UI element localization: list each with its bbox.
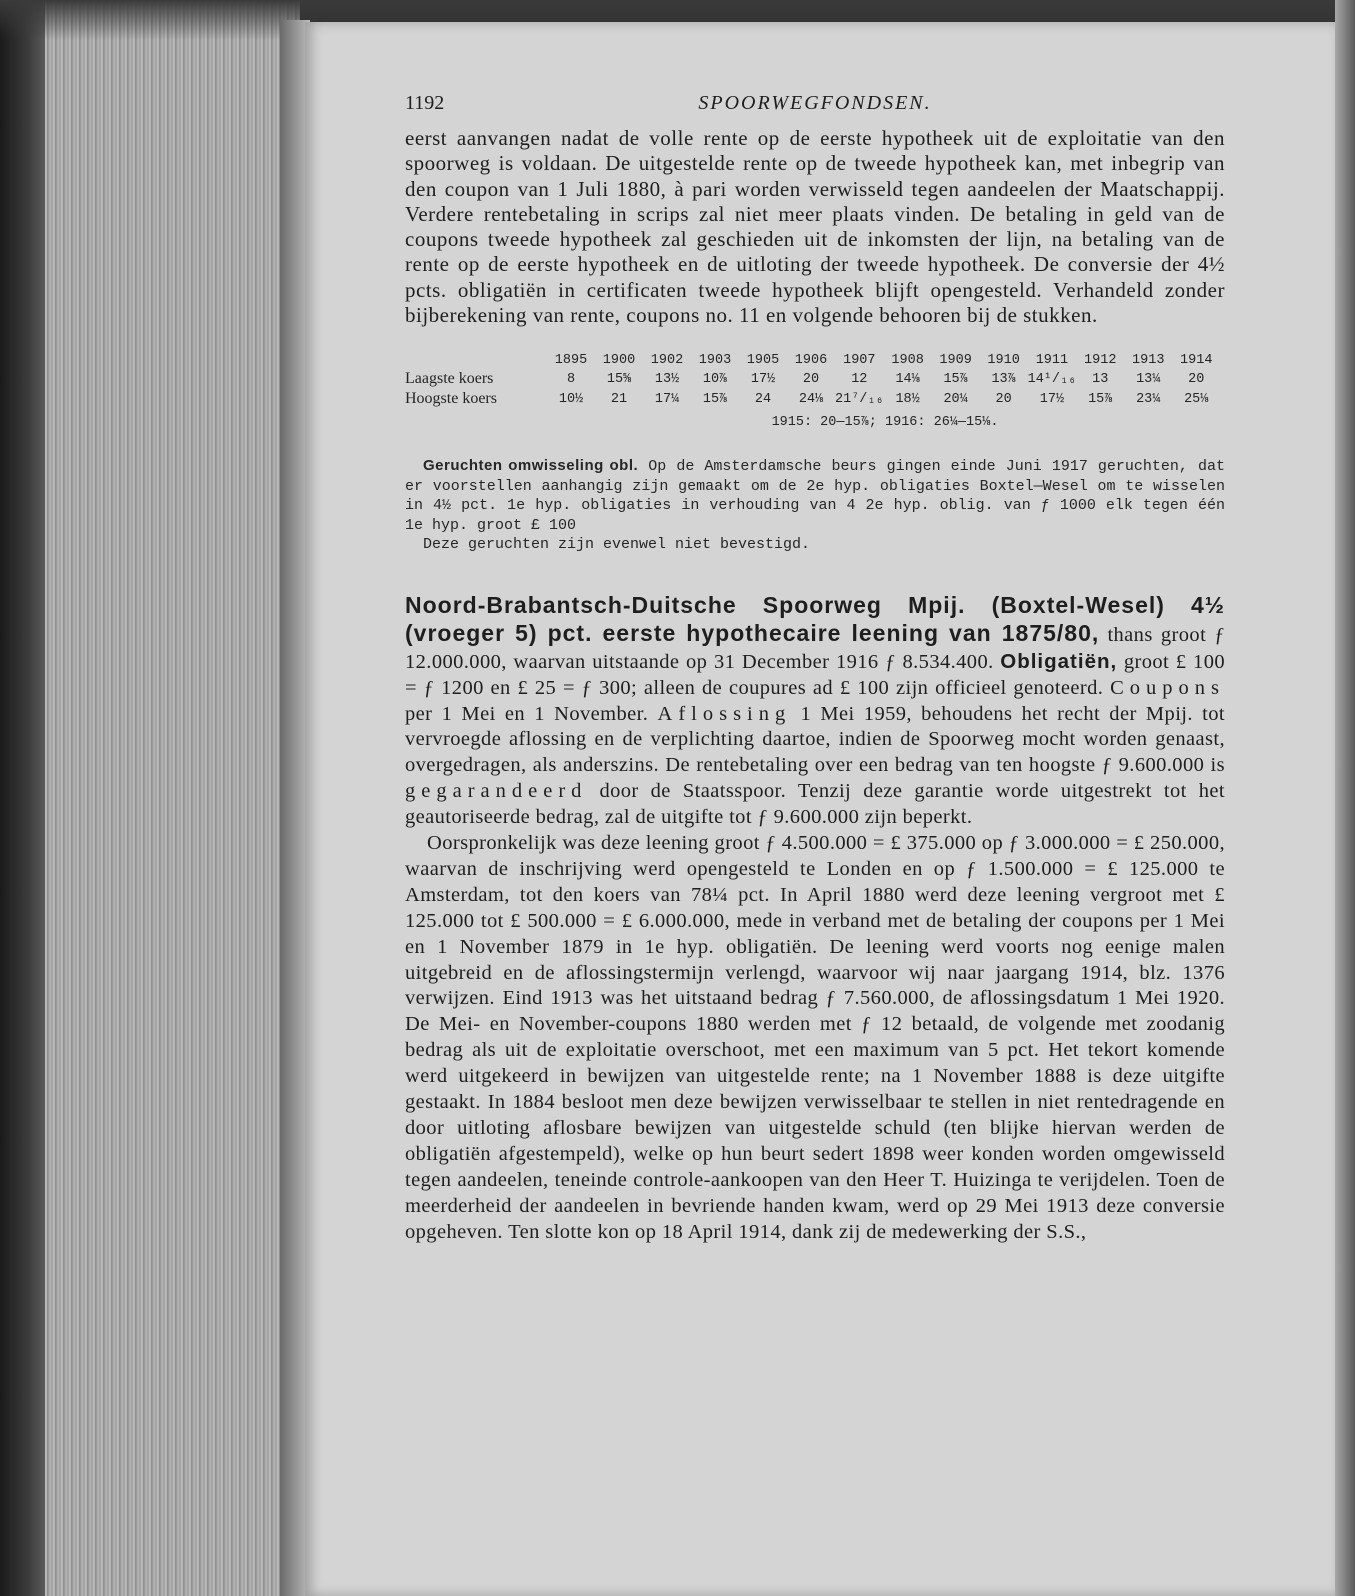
quotes-value: 18½: [895, 391, 920, 407]
quotes-value: 15⅞: [1088, 391, 1113, 407]
loan-text-a: thans groot ƒ 12.000.000, waarvan uitstaande op 31 December 1916 ƒ 8.534.400.: [405, 623, 1225, 673]
quotes-row: [405, 389, 1220, 409]
coupons-label: Coupons: [1110, 676, 1225, 699]
quotes-value: 21: [610, 391, 628, 407]
right-page-edge: [1335, 0, 1355, 1596]
quotes-year: 1910: [987, 353, 1020, 369]
quotes-extra: 1915: 20—15⅞; 1916: 26¼—15⅛.: [771, 415, 999, 431]
quotes-year: 1911: [1035, 353, 1069, 369]
quotes-year: 1903: [698, 353, 732, 369]
quotes-value: 13½: [654, 371, 680, 387]
page-header: [405, 92, 1225, 126]
intro-section: [405, 126, 1225, 328]
quotes-value: 13⅞: [991, 371, 1016, 387]
quotes-value: 10½: [558, 391, 584, 407]
quotes-value: 23¼: [1136, 391, 1161, 407]
running-title: SPOORWEGFONDSEN.: [698, 92, 932, 114]
book-page-edges: [0, 0, 300, 1596]
quotes-year: 1914: [1180, 353, 1213, 369]
loan-text-b: groot £ 100 = ƒ 1200 en £ 25 = ƒ 300; alleen de coupures ad £ 100 zijn officieel genoteerd.: [405, 650, 1225, 699]
quotes-row-label: Hoogste koers: [405, 390, 497, 408]
loan-section: [405, 593, 1225, 1246]
rumour-lead: Geruchten omwisseling obl.: [423, 457, 639, 475]
quotes-value: 17½: [750, 371, 776, 387]
quotes-year: 1900: [602, 353, 636, 369]
quotes-year: 1906: [794, 353, 828, 369]
quotes-value: 15⅝: [606, 371, 632, 387]
loan-paragraph-1: [405, 593, 1225, 831]
quotes-value: 12: [851, 371, 868, 387]
rumour-section: [405, 456, 1225, 555]
quotes-value: 13¼: [1136, 371, 1161, 387]
quotes-value: 20: [1188, 371, 1205, 387]
quotes-year-row: [405, 352, 1220, 369]
quotes-year: 1909: [939, 353, 972, 369]
book-page: [305, 22, 1335, 1596]
quotes-value: 20: [802, 371, 820, 387]
loan-paragraph-2: Oorspronkelijk was deze leening groot ƒ 4.500.000 = £ 375.000 op ƒ 3.000.000 = £ 250.000, waarvan de inschrijving werd opengesteld te Londen en op ƒ 1.500.000 = £ 125.000 te Amsterdam, tot den koers van 78¼ pct. In April 1880 werd deze leening vergroot met £ 125.000 tot £ 500.000 = £ 6.000.000, mede in verband met de betaling der coupons per 1 Mei en 1 November 1879 in 1e hyp. obligatiën. De leening werd voorts nog eenige malen uitgebreid en de aflossingstermijn verlengd, waarvoor wij naar jaargang 1914, blz. 1376 verwijzen. Eind 1913 was het uitstaand bedrag ƒ 7.560.000, de aflossingsdatum 1 Mei 1920. De Mei- en November-coupons 1880 werden met ƒ 12 betaald, de volgende met zoodanig bedrag als uit de exploitatie overschoot, met een maximum van 5 pct. Het tekort komende werd uitgekeerd in bewijzen van uitgestelde rente; na 1 November 1888 is deze uitgifte gestaakt. In 1884 besloot men deze bewijzen verwisselbaar te stellen in niet rentedragende en door uitloting aflosbare bewijzen van uitgestelde schuld (ten blijke hiervan werden de obligatiën afgestempeld), welke op hun beurt sedert 1898 weer konden worden omgewisseld tegen aandeelen, teneinde controle-aankoopen van den Heer T. Huizinga te verijdelen. Toen de meerderheid der aandeelen in bevriende handen kwam, werd op 29 Mei 1913 deze conversie opgeheven. Ten slotte kon op 18 April 1914, dank zij de medewerking der S.S.,: [405, 832, 1225, 1243]
quotes-year: 1913: [1132, 353, 1165, 369]
quotes-value: 15⅞: [943, 371, 968, 387]
quotes-row: [405, 369, 1220, 389]
quotes-value: 21⁷/₁₆: [835, 391, 884, 407]
quotes-value: 24: [754, 391, 772, 407]
quotes-value: 20: [995, 391, 1012, 407]
aflossing-label: Aflossing: [657, 702, 792, 725]
loan-text-d: 1 Mei 1959, behoudens het recht der Mpij. tot vervroegde aflossing en de verplichting daartoe, indien de Spoorweg mocht worden genaast, overgedragen, als anderszins. De rentebetaling over een bedrag van ten hoogste ƒ 9.600.000 is: [405, 702, 1225, 777]
quotes-value: 24⅛: [798, 391, 824, 407]
rumour-last: Deze geruchten zijn evenwel niet bevestigd.: [423, 536, 811, 554]
quotes-year: 1905: [746, 353, 780, 369]
rumour-text: Op de Amsterdamsche beurs gingen einde Juni 1917 geruchten, dat er voorstellen aanhangig zijn gemaakt om de 2e hyp. obligaties Boxtel—Wesel om te wisselen in 4½ pct. 1e hyp. obligaties in verhouding van 4 2e hyp. oblig. van ƒ 1000 elk tegen één 1e hyp. groot £ 100: [405, 458, 1225, 534]
quotes-year: 1912: [1084, 353, 1117, 369]
quotes-value: 14¹/₁₆: [1027, 371, 1077, 387]
loan-text-c: per 1 Mei en 1 November.: [405, 702, 658, 725]
page-content: [405, 92, 1225, 1246]
quotes-table: [405, 352, 1220, 409]
quotes-value: 25⅛: [1184, 391, 1209, 407]
quotes-year: 1908: [891, 353, 924, 369]
quotes-table-section: [405, 352, 1225, 430]
quotes-value: 10⅞: [702, 371, 728, 387]
quotes-value: 8: [566, 371, 576, 387]
quotes-value: 17½: [1039, 391, 1065, 407]
page-number: 1192: [405, 92, 445, 114]
quotes-value: 15⅞: [702, 391, 728, 407]
quotes-value: 17¼: [654, 391, 680, 407]
quotes-value: 20¼: [943, 391, 968, 407]
obligatien-label: Obligatiën,: [1000, 649, 1118, 673]
intro-paragraph: eerst aanvangen nadat de volle rente op de eerste hypotheek uit de exploitatie van den spoorweg is voldaan. De uitgestelde rente op de tweede hypotheek kan, met inbegrip van den coupon van 1 Juli 1880, à pari worden verwisseld tegen aandeelen der Maatschappij. Verdere rentebetaling in scrips zal niet meer plaats vinden. De betaling in geld van de coupons tweede hypotheek zal geschieden uit de inkomsten der lijn, na betaling van de rente op de eerste hypotheek en de uitloting der tweede hypotheek. De conversie der 4½ pcts. obligatiën in certificaten tweede hypotheek blijft opengesteld. Verhandeld zonder bijberekening van rente, coupons no. 11 en volgende behooren bij de stukken.: [405, 126, 1225, 328]
quotes-year: 1902: [650, 353, 684, 369]
gegarandeerd-label: gegarandeerd: [405, 780, 588, 803]
quotes-corner: [405, 352, 547, 369]
quotes-row-label: Laagste koers: [405, 370, 494, 388]
quotes-year: 1895: [554, 353, 588, 369]
quotes-year: 1907: [843, 353, 876, 369]
quotes-value: 14⅛: [895, 371, 920, 387]
loan-heading: Noord-Brabantsch-Duitsche Spoorweg Mpij. (Boxtel-Wesel) 4½ (vroeger 5) pct. eerste hypothecaire leening van 1875/80,: [405, 591, 1225, 646]
quotes-value: 13: [1092, 371, 1109, 387]
loan-text-e: door de Staatsspoor. Tenzij deze garantie worde uitgestrekt tot het geautoriseerde bedrag, zal de uitgifte tot ƒ 9.600.000 zijn beperkt.: [405, 780, 1225, 829]
